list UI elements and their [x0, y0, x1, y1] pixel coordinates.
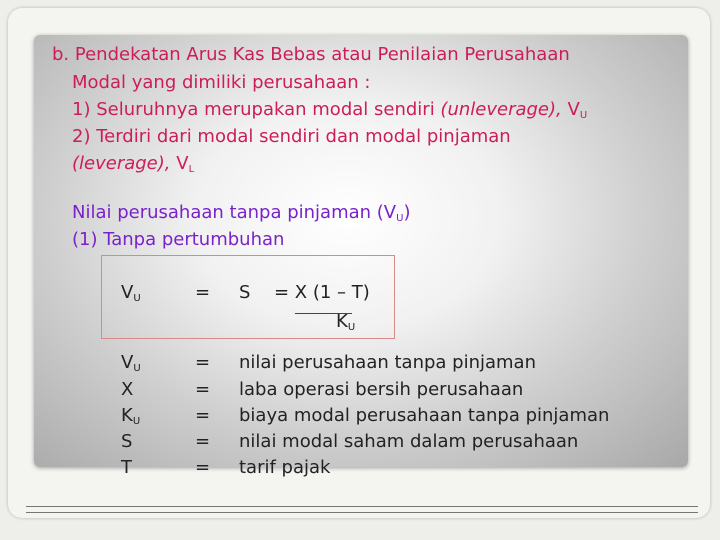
section-title-text: Nilai perusahaan tanpa pinjaman (V	[72, 202, 397, 223]
section-title-sub: U	[396, 213, 404, 224]
formula-denominator	[336, 311, 355, 339]
formula-lhs-sub: U	[133, 293, 141, 304]
definition-symbol: S	[121, 431, 133, 452]
item-2-symbol-sub: L	[188, 164, 195, 175]
formula-equals: =	[195, 282, 211, 303]
definition-symbol: $K_U$	[121, 405, 141, 427]
formula-numerator: = X (1 – T)	[274, 282, 370, 303]
definition-equals: =	[195, 352, 211, 373]
definition-equals: =	[195, 431, 211, 452]
formula-lhs-symbol: V	[121, 282, 134, 303]
definition-meaning: biaya modal perusahaan tanpa pinjaman	[239, 405, 610, 426]
item-2-line1: 2) Terdiri dari modal sendiri dan modal pinjaman	[72, 126, 511, 147]
section-title-close: )	[403, 202, 411, 223]
item-2-line2	[72, 153, 194, 181]
definition-equals: =	[195, 457, 211, 478]
item-2-symbol: V	[176, 153, 189, 174]
definition-meaning: nilai perusahaan tanpa pinjaman	[239, 352, 536, 373]
formula-denominator-sub: U	[347, 322, 356, 333]
definition-symbol: $V_U$	[121, 352, 141, 374]
formula-denominator-symbol: K	[336, 311, 348, 332]
slide-heading: b. Pendekatan Arus Kas Bebas atau Penilaian Perusahaan	[52, 44, 570, 65]
definition-equals: =	[195, 379, 211, 400]
item-1-term: (unleverage),	[440, 99, 562, 120]
subsection-title: (1) Tanpa pertumbuhan	[72, 229, 285, 250]
definition-meaning: nilai modal saham dalam perusahaan	[239, 431, 579, 452]
bottom-divider	[26, 506, 698, 513]
definition-equals: =	[195, 405, 211, 426]
capital-intro: Modal yang dimiliki perusahaan :	[72, 72, 371, 93]
formula-lhs	[121, 282, 141, 310]
definition-meaning: laba operasi bersih perusahaan	[239, 379, 524, 400]
definition-meaning: tarif pajak	[239, 457, 331, 478]
formula-s: S	[239, 282, 251, 303]
item-1-symbol-sub: U	[579, 110, 588, 121]
definition-symbol: X	[121, 379, 134, 400]
item-2-term: (leverage),	[72, 153, 171, 174]
definition-symbol: T	[121, 457, 132, 478]
item-1	[72, 99, 587, 127]
section-title	[72, 202, 410, 230]
item-1-text: 1) Seluruhnya merupakan modal sendiri	[72, 99, 441, 120]
item-1-symbol: V	[567, 99, 580, 120]
